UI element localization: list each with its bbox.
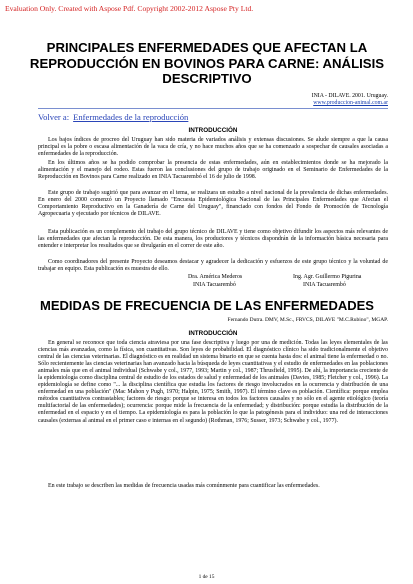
- intro-paragraph: Esta publicación es un complemento del trabajo del grupo técnico de DILAVE y tiene como objetivo difundir los aspectos más relevantes de las enfermedades que afectan la reproducción. De esta manera, los productores y técnicos dispondrán de la información básica necesaria para entender e interpretar los resultados que se divulgarán en el correr de este año.: [38, 229, 388, 250]
- source-url-link[interactable]: www.produccion-animal.com.ar: [313, 100, 388, 106]
- page-number: 1 de 15: [198, 574, 215, 580]
- back-label: Volver a:: [38, 112, 70, 122]
- intro-heading: INTRODUCCIÓN: [188, 127, 238, 134]
- source-citation: INIA - DILAVE. 2001. Uruguay.: [311, 93, 388, 99]
- back-nav: [38, 112, 188, 122]
- evaluation-watermark: Evaluation Only. Created with Aspose Pdf. Copyright 2002-2012 Aspose Pty Ltd.: [5, 4, 254, 13]
- intro-paragraph: Los bajos índices de procreo del Uruguay han sido materia de variados análisis y extensas discusiones. Se alude siempre a que la causa principal es la pobre o escasa alimentación de la vaca de cría, y no hace muchos años que se ha comenzado a sospechar de causales asociadas a enfermedades de la reproducción.: [38, 137, 388, 158]
- signature-name: Ing. Agr. Guillermo Pigurina: [293, 274, 362, 280]
- source-block: [312, 93, 388, 107]
- section-paragraph: En este trabajo se describen las medidas de frecuencia usadas más comúnmente para cuantificar las enfermedades.: [48, 483, 320, 489]
- section-authors: Fernando Dutra. DMV, M.Sc., FRVCS, DILAVE "M.C.Rubino", MGAP.: [227, 317, 388, 323]
- signature-affiliation: INIA Tacuarembó: [303, 282, 346, 288]
- section-title: MEDIDAS DE FRECUENCIA DE LAS ENFERMEDADES: [40, 298, 374, 313]
- section-heading: INTRODUCCIÓN: [188, 330, 238, 337]
- intro-paragraph: En los últimos años se ha podido comprobar la presencia de estas enfermedades, aún en establecimientos donde se ha mejorado la alimentación y el manejo del rodeo. Estas fueron las conclusiones del grupo de trabajo originado en el Seminario de Enfermedades de la Reproducción en Bovinos para Carne realizado en INIA Tacuarembó el 16 de julio de 1998.: [38, 160, 388, 181]
- intro-paragraph: Este grupo de trabajo sugirió que para avanzar en el tema, se realizara un estudio a nivel nacional de la prevalencia de dichas enfermedades. En enero del 2000 comenzó un Proyecto llamado "Encuesta Epidemiológica Nacional de las Principales Enfermedades que Afectan el Comportamiento Reproductivo en la Ganadería de Carne del Uruguay", financiado con fondos del Fondo de Promoción de Tecnología Agropecuaria y ejecutado por técnicos de DILAVE.: [38, 190, 388, 218]
- section-paragraph: En general se reconoce que toda ciencia atraviesa por una fase descriptiva y luego por una de medición. Todas las leyes elementales de las ciencias más avanzadas, como la física, son cuantitativas. Son leyes de probabilidad. El diagnóstico clínico ha sido tradicionalmente el objetivo central de las ciencias veterinarias. El diagnóstico es en realidad un sistema binario en que se cuenta hasta dos: el animal tiene la enfermedad o no. Sólo recientemente las ciencias veterinarias han avanzado hacia la búsqueda de leyes cuantitativas y el estudio de enfermedades en las poblaciones animales más que en el animal individual (Schwabe y col., 1977, 1993; Martin y col., 1987; Thrusfield, 1995). De ahí, la importancia creciente de la epidemiología como disciplina central de estudio de los estados de salud y enfermedad de los animales (Davies, 1985; Fletcher y col., 1996). La epidemiología se define como "... la disciplina científica que estudia los factores de riesgo involucrados en la ocurrencia y distribución de una enfermedad en una población" (Mac Mahon y Pugh, 1970; Halpin, 1975; Smith, 1997). El término clave es población. Científica: porque emplea métodos cuantitativos contrastables; factores de riesgo: porque se interesa en todos los factores causales y no sólo en el agente etiológico (teoría multifactorial de las enfermedades); ocurrencia: porque mide la frecuencia de la enfermedad; y distribución: porque estudia la distribución de la enfermedad en el espacio y en el tiempo. La epidemiología es para la población lo que la patogénesis para el individuo: una red de interacciones causales (externas al animal en el primer caso e internas en el segundo) (Rothman, 1976; Susser, 1973; Schwabe y col., 1977).: [38, 340, 388, 424]
- signature-affiliation: INIA Tacuarembó: [193, 282, 236, 288]
- intro-paragraph: Como coordinadores del presente Proyecto deseamos destacar y agradecer la dedicación y esfuerzos de este grupo técnico y la voluntad de trabajar en equipo. Esta publicación es muestra de ello.: [38, 259, 388, 273]
- document-title: PRINCIPALES ENFERMEDADES QUE AFECTAN LA REPRODUCCIÓN EN BOVINOS PARA CARNE: ANÁLISIS DESCRIPTIVO: [29, 40, 385, 86]
- back-link[interactable]: Enfermedades de la reproducción: [73, 112, 189, 122]
- header-divider: [38, 108, 388, 109]
- signature-name: Dra. América Mederos: [188, 274, 243, 280]
